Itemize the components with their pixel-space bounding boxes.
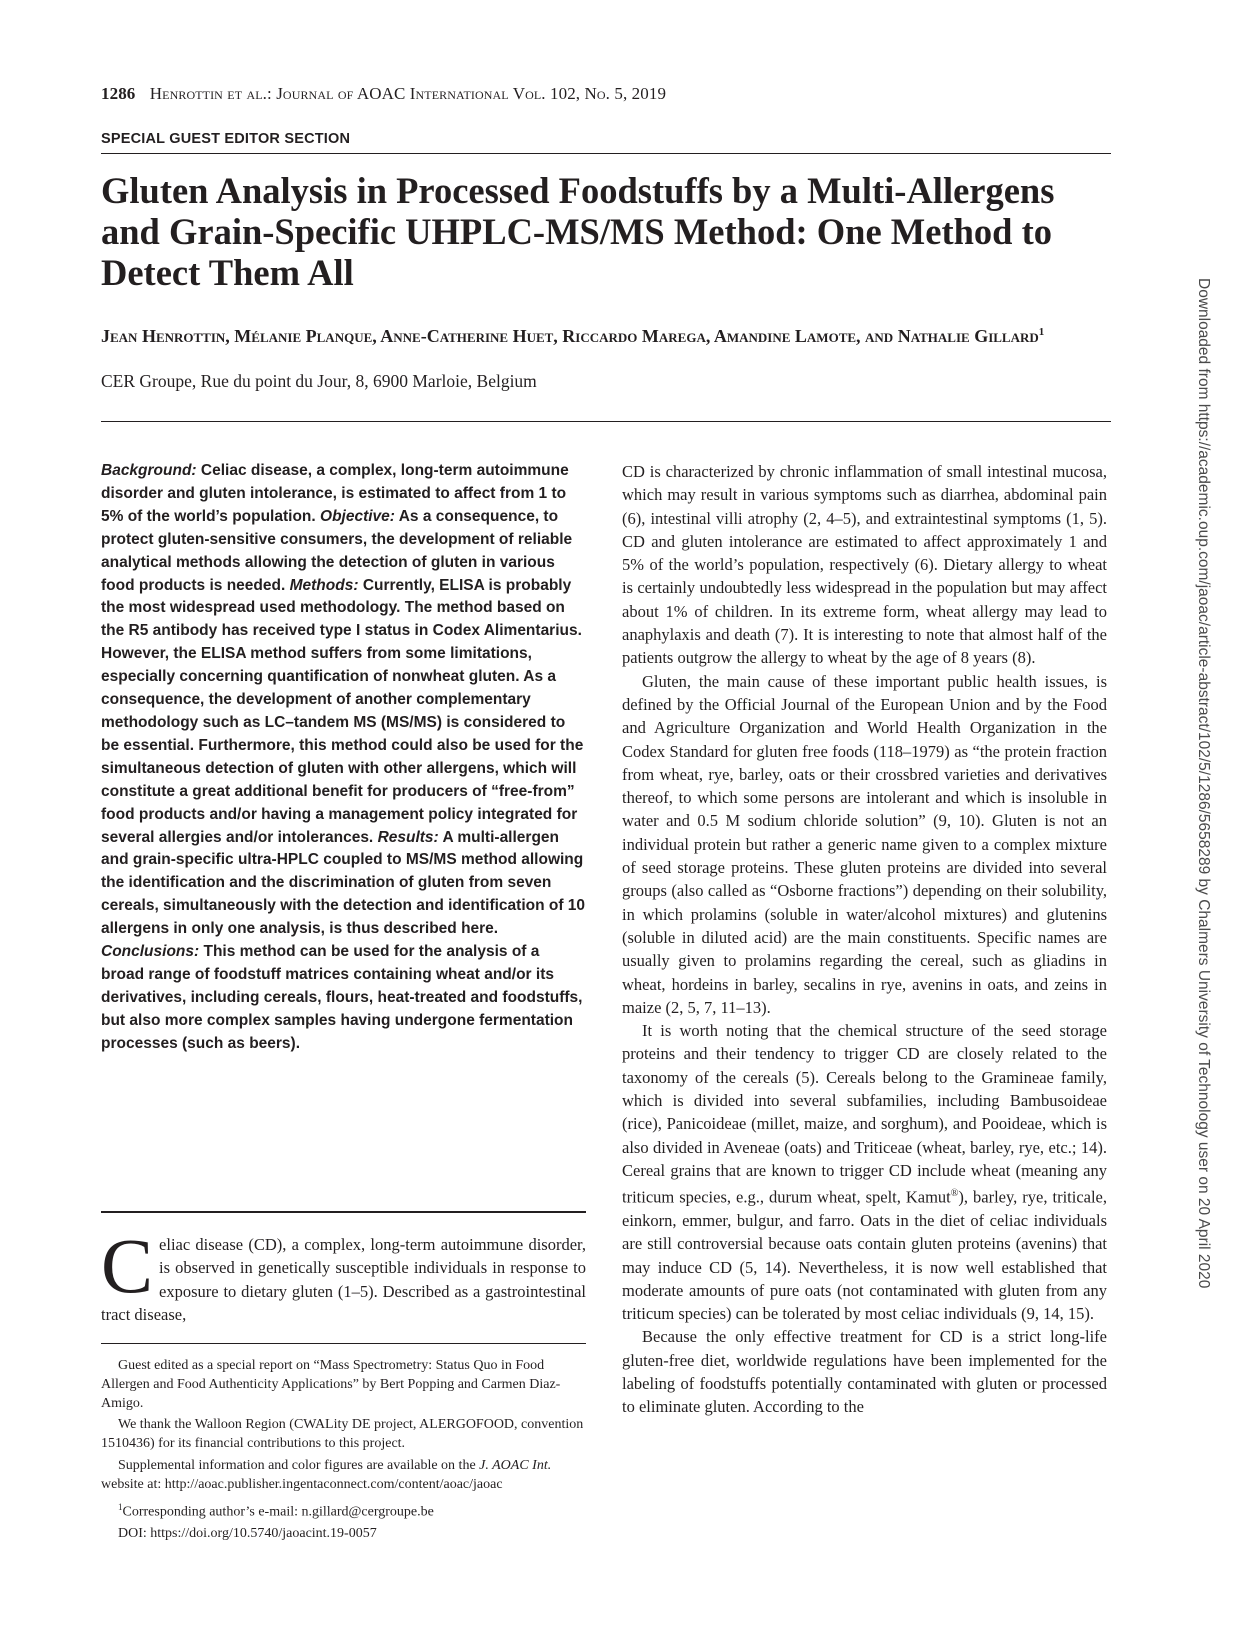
footnotes bbox=[101, 1357, 586, 1547]
abstract-methods-label: Methods: bbox=[289, 576, 359, 594]
page-number: 1286 bbox=[101, 84, 136, 103]
abstract-objective-text: As a consequence, to protect gluten-sensitive consumers, the development of reliable analytical methods allowing the detection of gluten in various food products is needed. bbox=[101, 507, 573, 594]
supplemental-url[interactable]: website at: http://aoac.publisher.ingentaconnect.com/content/aoac/jaoac bbox=[101, 1476, 503, 1492]
section-rule bbox=[101, 153, 1111, 154]
author-footnote-mark: 1 bbox=[1038, 326, 1045, 338]
abstract-background-label: Background: bbox=[101, 462, 197, 479]
footnote-acknowledgement: We thank the Walloon Region (CWALity DE project, ALERGOFOOD, convention 1510436) for its financial contributions to this project. bbox=[101, 1417, 584, 1452]
abstract-conclusions-label: Conclusions: bbox=[101, 943, 200, 961]
abstract-background-text: Celiac disease, a complex, long-term autoimmune disorder and gluten intolerance, is estimated to affect from 1 to 5% of the world’s population. bbox=[101, 462, 569, 525]
body-paragraph-4: Because the only effective treatment for CD is a strict long-life gluten-free diet, worldwide regulations have been implemented for the labeling of foodstuffs potentially contaminated with gluten or processed to eliminate gluten. According to the bbox=[622, 1327, 1107, 1417]
section-label: SPECIAL GUEST EDITOR SECTION bbox=[101, 131, 351, 147]
registered-mark: ® bbox=[950, 1188, 959, 1200]
download-watermark: Downloaded from https://academic.oup.com/jaoac/article-abstract/102/5/1286/5658289 by Chalmers University of Technology user on 20 April 2020 bbox=[1195, 278, 1212, 1289]
header-divider bbox=[101, 421, 1111, 422]
intro-text: eliac disease (CD), a complex, long-term autoimmune disorder, is observed in genetically susceptible individuals in response to exposure to dietary gluten (1–5). Described as a gastrointestinal tract disease, bbox=[101, 1235, 586, 1324]
abstract-results-text: A multi-allergen and grain-specific ultra-HPLC coupled to MS/MS method allowing the identification and the discrimination of gluten from seven cereals, simultaneously with the detection and identification of 10 allergens in only one analysis, is thus described here. bbox=[101, 828, 586, 938]
abstract-methods-text: Currently, ELISA is probably the most widespread used methodology. The method based on the R5 antibody has received type I status in Codex Alimentarius. However, the ELISA method suffers from some limitations, especially concerning quantification of nonwheat gluten. As a consequence, the development of another complementary methodology such as LC–tandem MS (MS/MS) is considered to be essential. Furthermore, this method could also be used for the simultaneous detection of gluten with other allergens, which will constitute a great additional benefit for producers of “free-from” food products and/or having a management policy integrated for several allergies and/or intolerances. bbox=[101, 576, 584, 846]
corresponding-mark: 1 bbox=[118, 1501, 123, 1512]
abstract-results-label: Results: bbox=[377, 828, 439, 846]
intro-paragraph bbox=[101, 1222, 586, 1326]
abstract bbox=[101, 460, 586, 1056]
footnote-guest-edited: Guest edited as a special report on “Mass Spectrometry: Status Quo in Food Allergen and Food Authenticity Applications” by Bert Popping and Carmen Diaz-Amigo. bbox=[101, 1358, 561, 1411]
abstract-objective-label: Objective: bbox=[320, 507, 395, 525]
footnote-divider bbox=[101, 1343, 586, 1344]
paragraph-3-text-b: ), barley, rye, triticale, einkorn, emmer, bulgur, and farro. Oats in the diet of celiac individuals are still controversial because oats contain gluten proteins (avenins) that may induce CD (5, 14). Nevertheless, it is now well established that moderate amounts of pure oats (not contaminated with gluten from any triticum species) can be tolerated by most celiac individuals (9, 14, 15). bbox=[622, 1187, 1107, 1324]
footnote-supplemental bbox=[101, 1457, 586, 1495]
article-title: Gluten Analysis in Processed Foodstuffs by a Multi-Allergens and Grain-Specific UHPLC-MS/MS Method: One Method to Detect Them All bbox=[101, 170, 1055, 293]
corresponding-email[interactable]: Corresponding author’s e-mail: n.gillard@cergroupe.be bbox=[122, 1504, 434, 1520]
author-list bbox=[101, 321, 1111, 348]
drop-cap: C bbox=[101, 1222, 154, 1309]
footnote-corresponding bbox=[101, 1498, 586, 1522]
abstract-divider bbox=[101, 1211, 586, 1213]
journal-citation: Henrottin et al.: Journal of AOAC International Vol. 102, No. 5, 2019 bbox=[149, 84, 667, 103]
body-paragraph-2: Gluten, the main cause of these important public health issues, is defined by the Official Journal of the European Union and by the Food and Agriculture Organization and World Health Organization in the Codex Standard for gluten free foods (118–1979) as “the protein fraction from wheat, rye, barley, oats or their crossbred varieties and derivatives thereof, to which some persons are intolerant and which is insoluble in water and 0.5 M sodium chloride solution” (9, 10). Gluten is not an individual protein but rather a generic name given to a complex mixture of seed storage proteins. These gluten proteins are divided into several groups (also called as “Osborne fractions”) depending on their solubility, in which prolamins (soluble in water/alcohol mixtures) and glutenins (soluble in diluted acid) are the main constituents. Specific names are usually given to prolamins regarding the cereal, such as gliadins in wheat, hordeins in barley, secalins in rye, avenins in oats, and zeins in maize (2, 5, 7, 11–13). bbox=[622, 671, 1107, 1017]
running-head bbox=[101, 84, 666, 104]
body-paragraph-1: CD is characterized by chronic inflammation of small intestinal mucosa, which may result in various symptoms such as diarrhea, abdominal pain (6), intestinal villi atrophy (2, 4–5), and extraintestinal symptoms (1, 5). CD and gluten intolerance are estimated to affect approximately 1 and 5% of the world’s population, respectively (6). Dietary allergy to wheat is certainly undoubtedly less widespread in the population but may affect about 1% of children. In its extreme form, wheat allergy may lead to anaphylaxis and death (7). It is interesting to note that almost half of the patients outgrow the allergy to wheat by the age of 8 years (8). bbox=[622, 462, 1107, 668]
body-paragraph-3 bbox=[622, 1019, 1107, 1325]
footnote-doi[interactable]: DOI: https://doi.org/10.5740/jaoacint.19-0057 bbox=[118, 1526, 377, 1542]
abstract-conclusions-text: This method can be used for the analysis of a broad range of foodstuff matrices containing wheat and/or its derivatives, including cereals, flours, heat-treated and foodstuffs, but also more complex samples having undergone fermentation processes (such as beers). bbox=[101, 943, 583, 1052]
authors-text: Jean Henrottin, Mélanie Planque, Anne-Catherine Huet, Riccardo Marega, Amandine Lamote, and Nathalie Gillard bbox=[101, 326, 1039, 346]
supplemental-text: Supplemental information and color figures are available on the bbox=[118, 1457, 476, 1473]
right-column bbox=[622, 460, 1107, 1419]
paragraph-3-text-a: It is worth noting that the chemical structure of the seed storage proteins and their tendency to trigger CD are closely related to the taxonomy of the cereals (5). Cereals belong to the Gramineae family, which is divided into several subfamilies, including Bambusoideae (rice), Panicoideae (millet, maize, and sorghum), and Pooideae, which is also divided in Aveneae (oats) and Triticeae (wheat, barley, rye, etc.; 14). Cereal grains that are known to trigger CD include wheat (meaning any triticum species, e.g., durum wheat, spelt, Kamut bbox=[622, 1021, 1107, 1207]
affiliation: CER Groupe, Rue du point du Jour, 8, 6900 Marloie, Belgium bbox=[101, 371, 537, 391]
journal-abbrev: J. AOAC Int. bbox=[479, 1457, 552, 1473]
